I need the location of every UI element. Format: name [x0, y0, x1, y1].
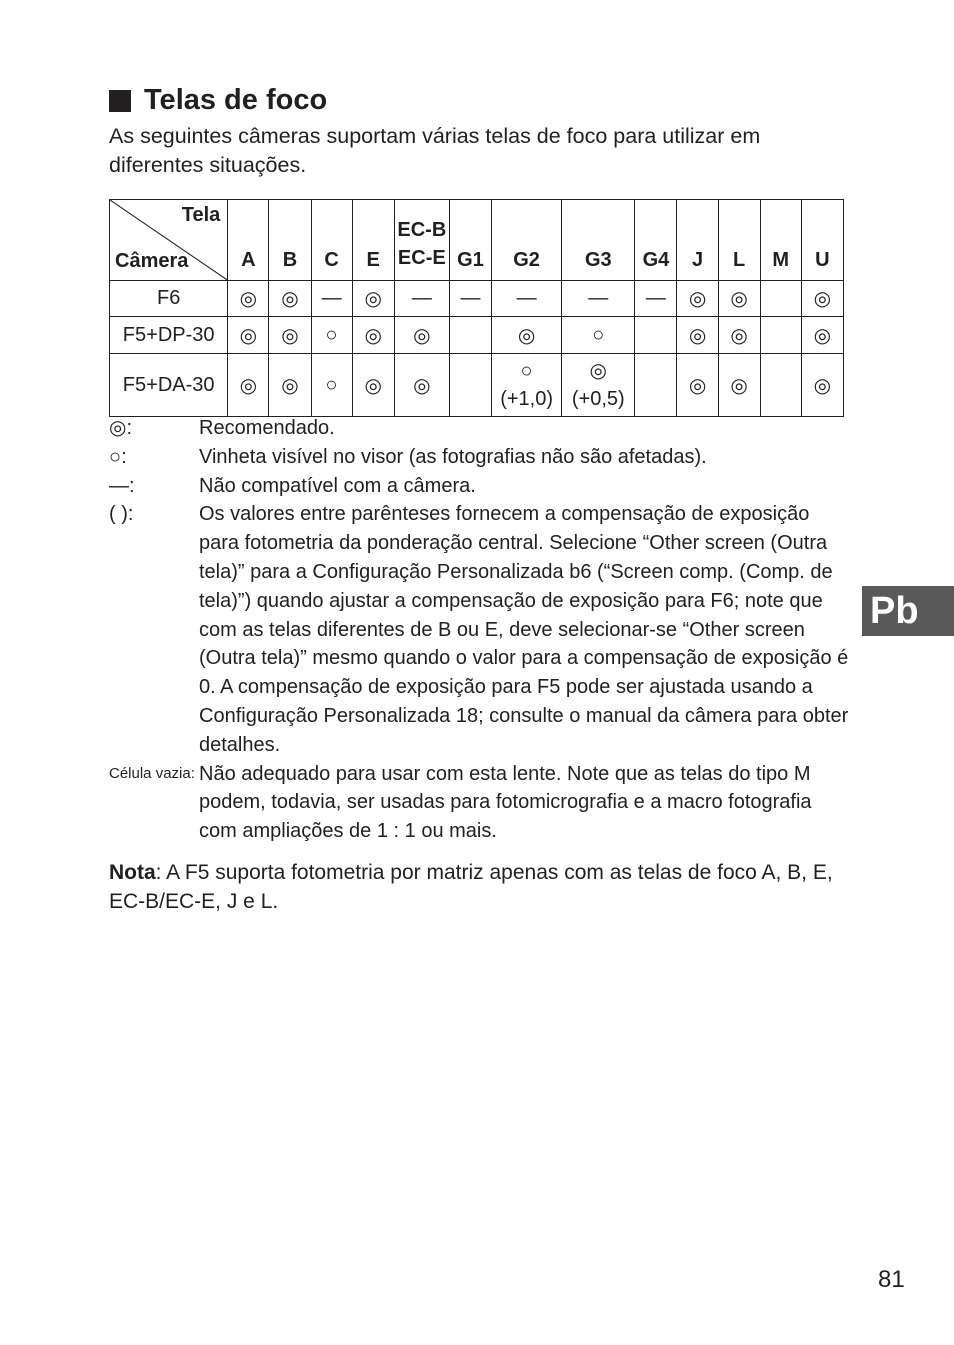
col-header-ecb-line2: EC-E — [397, 247, 446, 269]
focusing-screens-table — [109, 199, 844, 417]
cell-symbol: ○ — [520, 360, 533, 382]
corner-top-label: Tela — [181, 204, 221, 226]
camera-cell: F6 — [110, 281, 228, 317]
table-cell: — — [562, 281, 635, 317]
corner-bottom-label: Câmera — [115, 250, 189, 272]
legend-key: —: — [109, 474, 135, 497]
table-cell — [492, 354, 562, 417]
legend — [109, 414, 849, 846]
table-cell — [760, 354, 801, 417]
table-cell: ◎ — [718, 354, 760, 417]
col-header-b: B — [269, 200, 311, 281]
col-header-l: L — [718, 200, 760, 281]
legend-key: ◎: — [109, 417, 133, 439]
table-cell: ◎ — [394, 317, 449, 354]
table-cell: ○ — [311, 354, 352, 417]
table-cell: ◎ — [352, 317, 394, 354]
legend-item — [109, 443, 849, 472]
camera-cell: F5+DP-30 — [110, 317, 228, 354]
table-cell: — — [492, 281, 562, 317]
table-cell: ◎ — [269, 354, 311, 417]
legend-text: Recomendado. — [199, 417, 335, 439]
table-cell: ◎ — [801, 281, 843, 317]
col-header-e: E — [352, 200, 394, 281]
camera-cell: F5+DA-30 — [110, 354, 228, 417]
col-header-g2: G2 — [492, 200, 562, 281]
table-cell: — — [449, 281, 491, 317]
table-cell: ◎ — [677, 354, 718, 417]
table-cell: ○ — [311, 317, 352, 354]
table-cell — [760, 281, 801, 317]
language-tab: Pb — [862, 586, 954, 636]
col-header-g3: G3 — [562, 200, 635, 281]
table-cell: ◎ — [394, 354, 449, 417]
legend-item — [109, 500, 849, 759]
col-header-c: C — [311, 200, 352, 281]
legend-text: Vinheta visível no visor (as fotografias não são afetadas). — [199, 445, 707, 468]
col-header-a: A — [228, 200, 269, 281]
table-cell: ◎ — [718, 281, 760, 317]
table-cell: ◎ — [269, 281, 311, 317]
note-text: : A F5 suporta fotometria por matriz apenas com as telas de foco A, B, E, EC-B/EC-E, J e L. — [109, 861, 833, 913]
table-cell: — — [311, 281, 352, 317]
legend-text: Não compatível com a câmera. — [199, 474, 476, 497]
table-cell: — — [394, 281, 449, 317]
legend-text: Os valores entre parênteses fornecem a compensação de exposição para fotometria da ponderação central. Selecione “Other screen (Outra tela)” para a Configuração Personalizada b6 (“Screen comp. (Comp. de tela)”) quando ajustar a compensação de exposição para F6; note que com as telas diferentes de B ou E, deve selecionar-se “Other screen (Outra tela)” mesmo quando o valor para a compensação de exposição é 0. A compensação de exposição para F5 pode ser ajustada usando a Configuração Personalizada 18; consulte o manual da câmera para obter detalhes. — [199, 503, 849, 756]
table-cell — [635, 354, 677, 417]
table-cell: ◎ — [801, 354, 843, 417]
table-cell: ◎ — [677, 281, 718, 317]
table-header-row — [110, 200, 844, 281]
intro-paragraph: As seguintes câmeras suportam várias telas de foco para utilizar em diferentes situações. — [109, 124, 761, 177]
table-cell: — — [635, 281, 677, 317]
cell-symbol: ◎ — [589, 360, 607, 382]
table-cell: ◎ — [677, 317, 718, 354]
heading-text: Telas de foco — [144, 84, 328, 116]
table-cell — [635, 317, 677, 354]
table-cell: ◎ — [269, 317, 311, 354]
note-paragraph — [109, 858, 849, 916]
table-cell: ◎ — [228, 317, 269, 354]
table-row — [110, 317, 844, 354]
section-heading — [109, 84, 327, 117]
legend-item — [109, 760, 849, 846]
col-header-g4: G4 — [635, 200, 677, 281]
col-header-g1: G1 — [449, 200, 491, 281]
col-header-j: J — [677, 200, 718, 281]
table-cell: ○ — [562, 317, 635, 354]
table-cell — [449, 317, 491, 354]
table-cell: ◎ — [801, 317, 843, 354]
table-cell: ◎ — [492, 317, 562, 354]
legend-key: ( ): — [109, 503, 134, 526]
legend-item — [109, 472, 849, 501]
page-number: 81 — [878, 1266, 905, 1293]
col-header-ecb-line1: EC-B — [397, 219, 447, 241]
table-cell — [760, 317, 801, 354]
square-bullet-icon — [109, 90, 131, 112]
table-cell: ◎ — [352, 281, 394, 317]
cell-compensation: (+1,0) — [500, 388, 553, 410]
table-cell — [449, 354, 491, 417]
table-cell: ◎ — [228, 281, 269, 317]
cell-compensation: (+0,5) — [571, 388, 625, 410]
legend-item — [109, 414, 849, 443]
legend-key: ○: — [109, 445, 127, 468]
table-cell — [562, 354, 635, 417]
table-cell: ◎ — [352, 354, 394, 417]
col-header-ecb — [394, 200, 449, 281]
corner-header-cell — [110, 200, 228, 281]
legend-key: Célula vazia: — [109, 764, 195, 782]
legend-text: Não adequado para usar com esta lente. Note que as telas do tipo M podem, todavia, ser usadas para fotomicrografia e a macro fotografia com ampliações de 1 : 1 ou mais. — [199, 762, 812, 843]
col-header-m: M — [760, 200, 801, 281]
table-row — [110, 354, 844, 417]
table-row — [110, 281, 844, 317]
col-header-u: U — [801, 200, 843, 281]
note-label: Nota — [109, 861, 156, 884]
table-cell: ◎ — [718, 317, 760, 354]
table-cell: ◎ — [228, 354, 269, 417]
